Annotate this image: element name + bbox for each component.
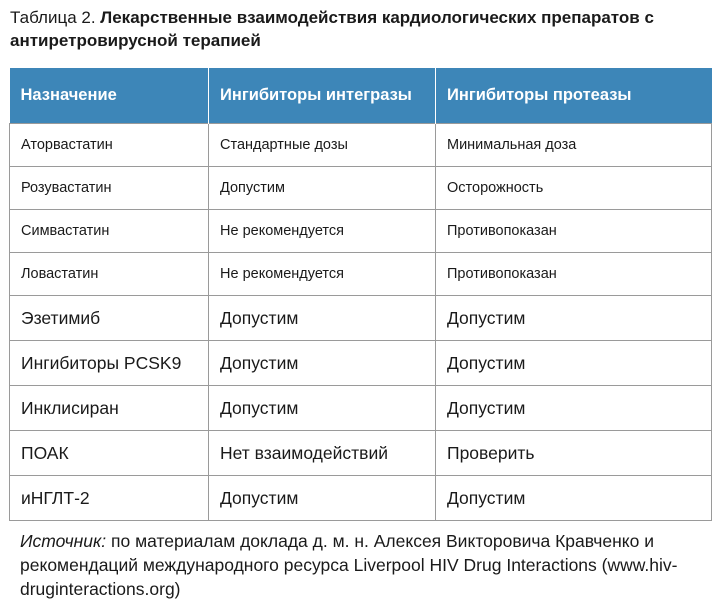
cell-integrase: Нет взаимодействий bbox=[209, 431, 436, 476]
table-row bbox=[10, 341, 712, 386]
cell-protease: Минимальная доза bbox=[436, 124, 712, 167]
header-purpose: Назначение bbox=[10, 68, 209, 124]
caption-title: Лекарственные взаимодействия кардиологических препаратов с антиретровирусной терапией bbox=[10, 8, 654, 50]
cell-protease: Проверить bbox=[436, 431, 712, 476]
cell-drug: Ловастатин bbox=[10, 253, 209, 296]
table-body bbox=[10, 124, 712, 521]
cell-drug: Розувастатин bbox=[10, 167, 209, 210]
table-row bbox=[10, 386, 712, 431]
cell-integrase: Допустим bbox=[209, 341, 436, 386]
table-row bbox=[10, 431, 712, 476]
cell-drug: Инклисиран bbox=[10, 386, 209, 431]
source-note bbox=[20, 529, 710, 601]
cell-drug: Ингибиторы PCSK9 bbox=[10, 341, 209, 386]
cell-protease: Противопоказан bbox=[436, 253, 712, 296]
cell-integrase: Стандартные дозы bbox=[209, 124, 436, 167]
source-text: по материалам доклада д. м. н. Алексея Викторовича Кравченко и рекомендаций международного ресурса Liverpool HIV Drug Interactions (www.hiv-druginteractions.org) bbox=[20, 531, 678, 599]
cell-protease: Осторожность bbox=[436, 167, 712, 210]
header-row bbox=[10, 68, 712, 124]
cell-drug: ПОАК bbox=[10, 431, 209, 476]
cell-integrase: Не рекомендуется bbox=[209, 210, 436, 253]
cell-protease: Допустим bbox=[436, 341, 712, 386]
table-row bbox=[10, 210, 712, 253]
source-label: Источник: bbox=[20, 531, 107, 551]
table-header bbox=[10, 68, 712, 124]
cell-drug: иНГЛТ-2 bbox=[10, 476, 209, 521]
table-row bbox=[10, 476, 712, 521]
table-row bbox=[10, 296, 712, 341]
cell-drug: Симвастатин bbox=[10, 210, 209, 253]
cell-protease: Допустим bbox=[436, 476, 712, 521]
cell-integrase: Допустим bbox=[209, 296, 436, 341]
cell-integrase: Допустим bbox=[209, 476, 436, 521]
cell-protease: Допустим bbox=[436, 296, 712, 341]
drug-interactions-table bbox=[9, 68, 712, 521]
cell-integrase: Не рекомендуется bbox=[209, 253, 436, 296]
header-integrase-inhibitors: Ингибиторы интегразы bbox=[209, 68, 436, 124]
cell-integrase: Допустим bbox=[209, 167, 436, 210]
cell-integrase: Допустим bbox=[209, 386, 436, 431]
header-protease-inhibitors: Ингибиторы протеазы bbox=[436, 68, 712, 124]
table-row bbox=[10, 253, 712, 296]
cell-drug: Аторвастатин bbox=[10, 124, 209, 167]
table-row bbox=[10, 167, 712, 210]
cell-drug: Эзетимиб bbox=[10, 296, 209, 341]
table-row bbox=[10, 124, 712, 167]
caption-label: Таблица 2. bbox=[10, 8, 96, 27]
table-caption bbox=[10, 6, 710, 52]
cell-protease: Допустим bbox=[436, 386, 712, 431]
cell-protease: Противопоказан bbox=[436, 210, 712, 253]
